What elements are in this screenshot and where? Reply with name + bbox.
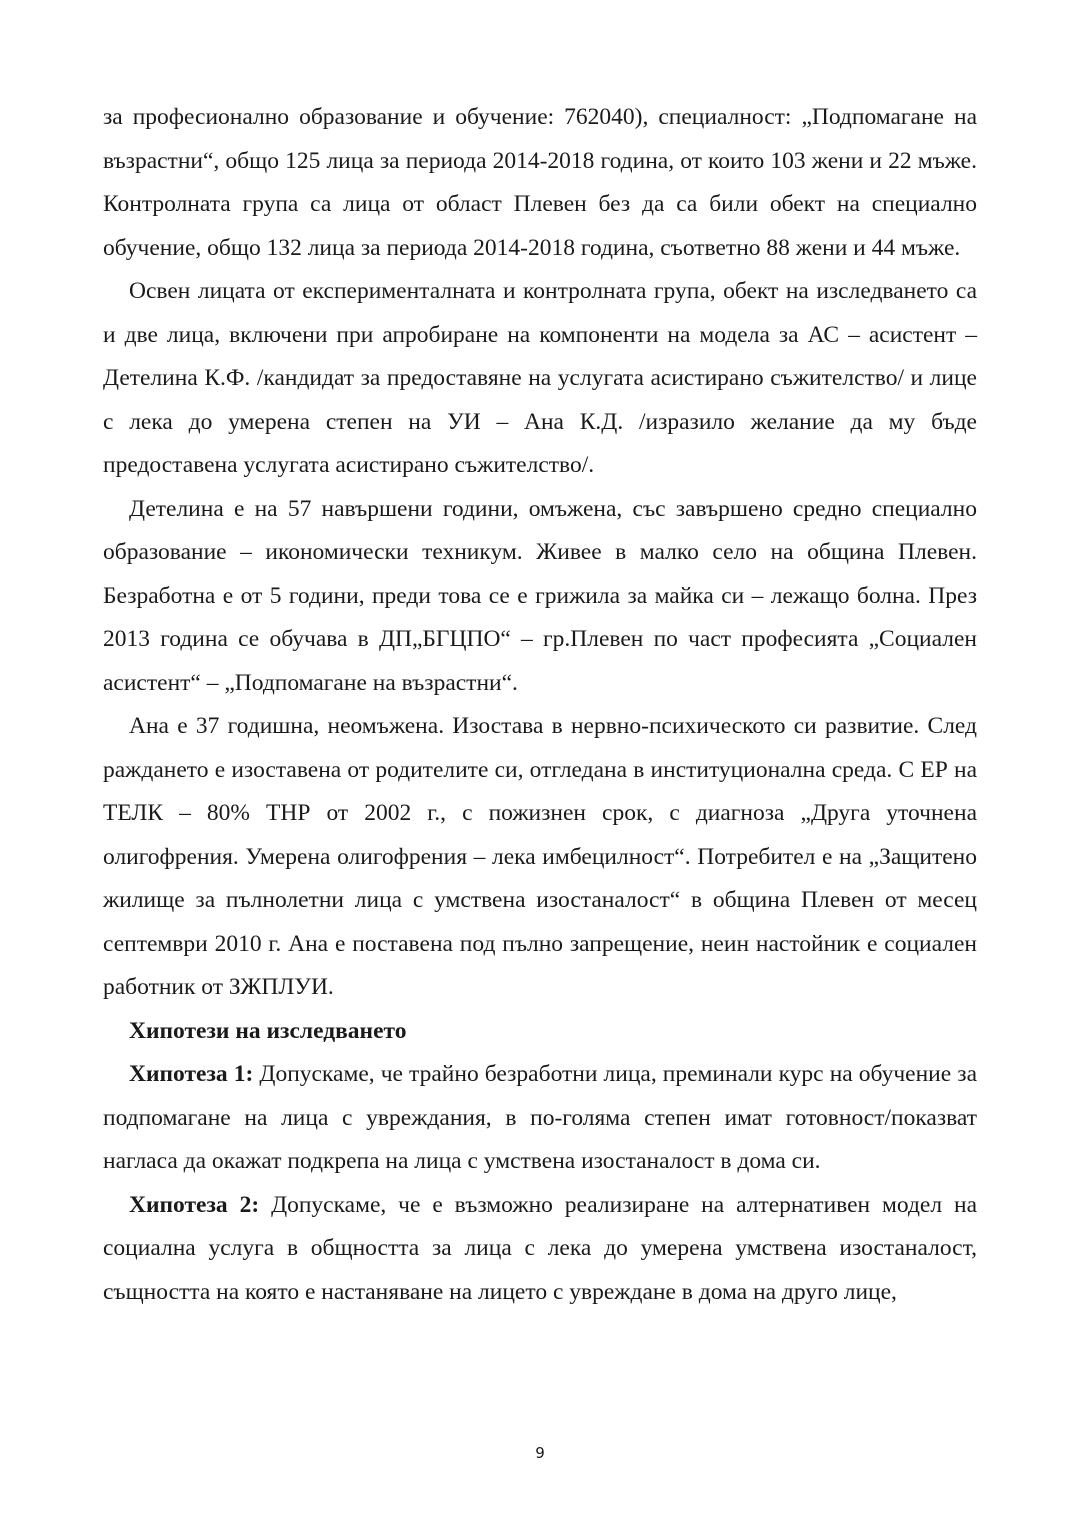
paragraph-detelina-profile: Детелина е на 57 навършени години, омъжена, със завършено средно специално образование – икономически техникум. Живее в малко село на община Плевен. Безработна е от 5 години, преди това се е грижила за майка си – лежащо болна. През 2013 година се обучава в ДП„БГЦПО“ – гр.Плевен по част професията „Социален асистент“ – „Подпомагане на възрастни“. <box>103 495 977 696</box>
hypothesis-2 <box>103 1184 977 1315</box>
paragraph-ana-profile: Ана е 37 годишна, неомъжена. Изостава в нервно-психическото си развитие. След раждането е изоставена от родителите си, отгледана в институционална среда. С ЕР на ТЕЛК – 80% ТНР от 2002 г., с пожизнен срок, с диагноза „Друга уточнена олигофрения. Умерена олигофрения – лека имбецилност“. Потребител е на „Защитено жилище за пълнолетни лица с умствена изостаналост“ в община Плевен от месец септември 2010 г. Ана е поставена под пълно запрещение, неин настойник е социален работник от ЗЖПЛУИ. <box>103 713 977 1000</box>
hypothesis-1-label: Хипотеза 1: <box>129 1061 254 1087</box>
hypothesis-1-text: Допускаме, че трайно безработни лица, преминали курс на обучение за подпомагане на лица с увреждания, в по-голяма степен имат готовност/показват нагласа да окажат подкрепа на лица с умствена изостаналост в дома си. <box>103 1061 977 1174</box>
paragraph-training-groups: за професионално образование и обучение: 762040), специалност: „Подпомагане на възрастни“, общо 125 лица за периода 2014-2018 година, от които 103 жени и 22 мъже. Контролната група са лица от област Плевен без да са били обект на специално обучение, общо 132 лица за периода 2014-2018 година, съответно 88 жени и 44 мъже. <box>103 104 977 261</box>
hypothesis-2-label: Хипотеза 2: <box>129 1191 260 1218</box>
hypothesis-2-text: Допускаме, че е възможно реализиране на алтернативен модел на социална услуга в общността за лица с лека до умерена умствена изостаналост, същността на която е настаняване на лицето с увреждане в дома на друго лице, <box>103 1191 977 1305</box>
section-heading-hypotheses: Хипотези на изследването <box>129 1017 407 1044</box>
document-body <box>103 96 977 1314</box>
paragraph-study-subjects: Освен лицата от експерименталната и контролната група, обект на изследването са и две лица, включени при апробиране на компоненти на модела за АС – асистент – Детелина К.Ф. /кандидат за предоставяне на услугата асистирано съжителство/ и лице с лека до умерена степен на УИ – Ана К.Д. /изразило желание да му бъде предоставена услугата асистирано съжителство/. <box>103 278 977 478</box>
hypothesis-1 <box>103 1053 977 1184</box>
page-number: 9 <box>535 1444 545 1462</box>
